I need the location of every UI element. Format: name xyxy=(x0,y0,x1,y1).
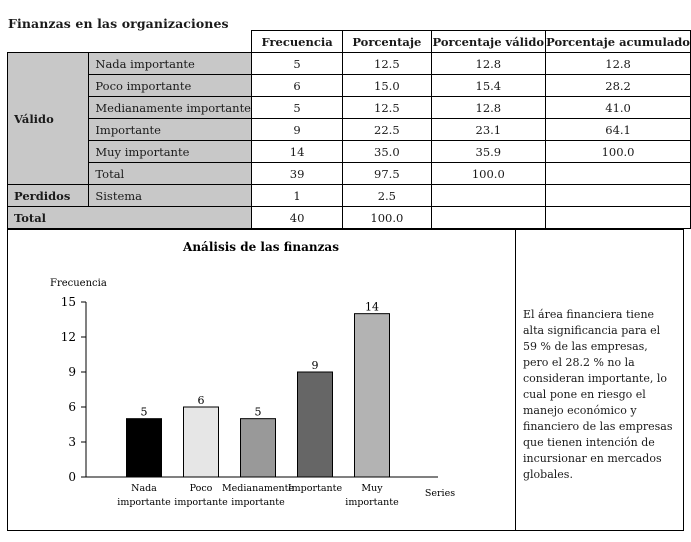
cell-freq: 6 xyxy=(252,75,343,97)
table-row xyxy=(8,119,691,141)
panel-divider xyxy=(515,230,516,530)
cell-valid: 12.8 xyxy=(431,97,546,119)
row-label: Medianamente importante xyxy=(89,97,252,119)
bar-value-label: 14 xyxy=(365,300,379,314)
bar xyxy=(298,372,333,477)
bar-value-label: 5 xyxy=(254,405,262,419)
subtotal-pct: 97.5 xyxy=(343,163,431,185)
bar xyxy=(127,419,162,477)
x-tick-label: importante xyxy=(345,497,399,508)
x-tick-label: Nada xyxy=(131,483,157,494)
y-tick-label: 9 xyxy=(68,365,76,379)
cell-cum: 41.0 xyxy=(546,97,691,119)
cell-cum: 12.8 xyxy=(546,53,691,75)
cell-valid: 15.4 xyxy=(431,75,546,97)
group-total: Total xyxy=(8,207,252,229)
table-row xyxy=(8,53,691,75)
x-tick-label: Poco xyxy=(189,483,213,494)
chart-panel xyxy=(7,229,684,531)
table-row xyxy=(8,141,691,163)
y-tick-label: 0 xyxy=(68,470,76,484)
total-freq: 40 xyxy=(252,207,343,229)
table-title: Finanzas en las organizaciones xyxy=(8,16,229,31)
y-axis-label: Frecuencia xyxy=(50,278,107,289)
frequency-table xyxy=(7,30,691,229)
x-tick-label: Medianamente xyxy=(221,483,295,494)
cell-valid: 35.9 xyxy=(431,141,546,163)
cell-cum: 64.1 xyxy=(546,119,691,141)
cell-freq: 5 xyxy=(252,97,343,119)
row-label: Muy importante xyxy=(89,141,252,163)
table-row xyxy=(8,97,691,119)
y-tick-label: 3 xyxy=(68,435,76,449)
cell-pct: 12.5 xyxy=(343,53,431,75)
bar xyxy=(241,419,276,477)
bar-chart xyxy=(8,230,513,530)
empty-cell xyxy=(546,185,691,207)
row-label: Poco importante xyxy=(89,75,252,97)
header-porcentaje: Porcentaje xyxy=(343,31,431,53)
cell-valid: 23.1 xyxy=(431,119,546,141)
bar-value-label: 9 xyxy=(311,359,319,372)
table-row xyxy=(8,75,691,97)
empty-cell xyxy=(546,207,691,229)
lost-pct: 2.5 xyxy=(343,185,431,207)
subtotal-label: Total xyxy=(89,163,252,185)
header-row xyxy=(8,31,691,53)
x-tick-label: importante xyxy=(117,497,171,508)
y-tick-label: 15 xyxy=(60,295,76,309)
subtotal-freq: 39 xyxy=(252,163,343,185)
row-label: Importante xyxy=(89,119,252,141)
lost-label: Sistema xyxy=(89,185,252,207)
header-frecuencia: Frecuencia xyxy=(252,31,343,53)
y-tick-label: 12 xyxy=(60,330,76,344)
bar xyxy=(184,407,219,477)
header-porcentaje-valido: Porcentaje válido xyxy=(431,31,546,53)
cell-cum: 100.0 xyxy=(546,141,691,163)
x-axis-label: Series xyxy=(424,488,456,499)
cell-pct: 22.5 xyxy=(343,119,431,141)
cell-freq: 9 xyxy=(252,119,343,141)
header-porcentaje-acumulado: Porcentaje acumulado xyxy=(546,31,691,53)
x-tick-label: importante xyxy=(174,497,228,508)
cell-pct: 35.0 xyxy=(343,141,431,163)
total-row xyxy=(8,207,691,229)
bar-value-label: 5 xyxy=(140,405,148,419)
corner-cell xyxy=(8,31,252,53)
analysis-note: El área financiera tiene alta significancia para el 59 % de las empresas, pero el 28.2 % no la consideran importante, lo cual pone en riesgo el manejo económico y financiero de las empresas que tienen intención de incursionar en mercados globales. xyxy=(523,308,673,481)
cell-pct: 12.5 xyxy=(343,97,431,119)
cell-valid: 12.8 xyxy=(431,53,546,75)
x-tick-label: Muy xyxy=(361,483,383,494)
empty-cell xyxy=(546,163,691,185)
bar-value-label: 6 xyxy=(197,394,205,407)
chart-title: Análisis de las finanzas xyxy=(183,240,339,254)
empty-cell xyxy=(431,207,546,229)
cell-freq: 5 xyxy=(252,53,343,75)
x-tick-label: importante xyxy=(231,497,285,508)
empty-cell xyxy=(431,185,546,207)
group-valido: Válido xyxy=(8,53,89,185)
group-perdidos: Perdidos xyxy=(8,185,89,207)
y-tick-label: 6 xyxy=(68,400,76,414)
lost-freq: 1 xyxy=(252,185,343,207)
subtotal-valid: 100.0 xyxy=(431,163,546,185)
cell-cum: 28.2 xyxy=(546,75,691,97)
cell-freq: 14 xyxy=(252,141,343,163)
lost-row xyxy=(8,185,691,207)
x-tick-label: Importante xyxy=(287,483,343,494)
row-label: Nada importante xyxy=(89,53,252,75)
bar xyxy=(355,314,390,477)
cell-pct: 15.0 xyxy=(343,75,431,97)
total-pct: 100.0 xyxy=(343,207,431,229)
subtotal-row xyxy=(8,163,691,185)
